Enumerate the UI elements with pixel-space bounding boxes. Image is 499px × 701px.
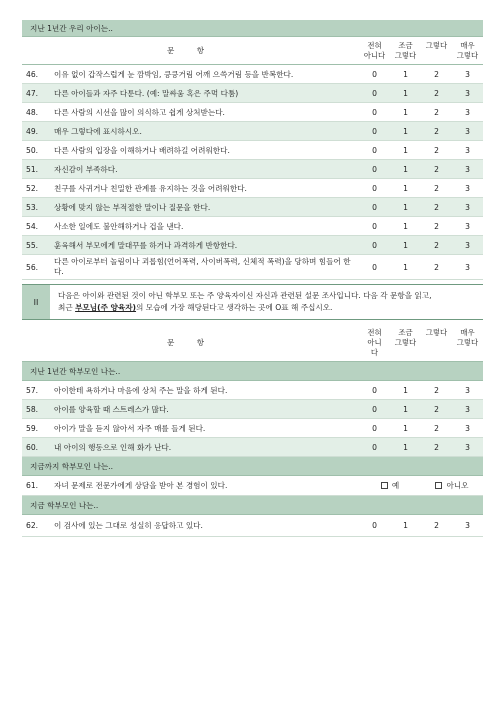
scale-label-line: 그렇다 (456, 337, 479, 347)
score-option-0[interactable]: 0 (372, 107, 377, 117)
score-option-0[interactable]: 0 (372, 404, 377, 414)
score-option-3[interactable]: 3 (465, 88, 470, 98)
question-text: 훈육해서 부모에게 말대꾸를 하거나 과격하게 반항한다. (54, 240, 238, 250)
question-text: 아이가 말을 듣지 않아서 자주 매를 들게 된다. (54, 423, 206, 433)
scale-label-line: 전혀 (367, 327, 382, 337)
question-number: 58. (26, 404, 39, 414)
question-row (22, 438, 483, 457)
question-number: 55. (26, 240, 39, 250)
score-option-2[interactable]: 2 (434, 88, 439, 98)
question-row (22, 255, 483, 280)
question-row-61 (22, 476, 483, 496)
question-number: 48. (26, 107, 39, 117)
score-option-1[interactable]: 1 (403, 126, 408, 136)
question-number: 61. (26, 481, 39, 490)
question-number: 59. (26, 423, 39, 433)
column-title: 문 항 (166, 338, 215, 347)
score-option-2[interactable]: 2 (434, 107, 439, 117)
section-header-2 (22, 362, 483, 381)
score-option-2[interactable]: 2 (434, 385, 439, 395)
question-row (22, 381, 483, 400)
score-option-1[interactable]: 1 (403, 442, 408, 452)
score-option-3[interactable]: 3 (465, 183, 470, 193)
score-option-3[interactable]: 3 (465, 107, 470, 117)
score-option-0[interactable]: 0 (372, 262, 377, 272)
score-option-3[interactable]: 3 (465, 442, 470, 452)
checkbox-icon[interactable] (435, 482, 442, 489)
score-option-2[interactable]: 2 (434, 221, 439, 231)
score-option-3[interactable]: 3 (465, 69, 470, 79)
question-text: 다른 아이들과 자주 다툰다. (예: 말싸움 혹은 주먹 다툼) (54, 88, 239, 98)
question-text: 다른 사람의 시선을 많이 의식하고 쉽게 상처받는다. (54, 107, 225, 117)
score-option-1[interactable]: 1 (403, 262, 408, 272)
score-option-0[interactable]: 0 (372, 145, 377, 155)
score-option-3[interactable]: 3 (465, 385, 470, 395)
question-row (22, 400, 483, 419)
score-option-2[interactable]: 2 (434, 183, 439, 193)
notice-pre: 최근 (58, 303, 76, 312)
score-option-2[interactable]: 2 (434, 404, 439, 414)
question-text: 다른 사람의 입장을 이해하거나 배려하길 어려워한다. (54, 145, 230, 155)
scale-header (359, 328, 483, 358)
column-header-2 (22, 324, 483, 362)
scale-label-line: 아니 (367, 337, 382, 347)
scale-label-2 (421, 41, 452, 61)
score-option-0[interactable]: 0 (372, 202, 377, 212)
question-text: 이유 없이 갑작스럽게 눈 깜박임, 킁킁거림 어깨 으쓱거림 등을 반복한다. (54, 69, 294, 79)
question-number: 57. (26, 385, 39, 395)
checkbox-icon[interactable] (381, 482, 388, 489)
question-row (22, 84, 483, 103)
score-option-2[interactable]: 2 (434, 202, 439, 212)
section-title: 지금 학부모인 나는.. (30, 500, 99, 510)
score-option-0[interactable]: 0 (372, 423, 377, 433)
scale-label-line: 그렇다 (394, 337, 417, 347)
score-option-2[interactable]: 2 (434, 262, 439, 272)
score-option-2[interactable]: 2 (434, 164, 439, 174)
question-list-2 (22, 381, 483, 457)
score-option-1[interactable]: 1 (403, 423, 408, 433)
scale-label-2 (421, 328, 452, 358)
score-option-1[interactable]: 1 (403, 145, 408, 155)
survey-sheet (22, 20, 483, 537)
score-option-1[interactable]: 1 (403, 404, 408, 414)
question-number: 51. (26, 164, 39, 174)
question-text: 아이한테 욕하거나 마음에 상처 주는 말을 하게 된다. (54, 385, 228, 395)
section-title: 지난 1년간 우리 아이는.. (30, 23, 113, 33)
question-text: 자신감이 부족하다. (54, 164, 118, 174)
scale-label-0 (359, 328, 390, 358)
score-option-1[interactable]: 1 (403, 183, 408, 193)
question-row (22, 103, 483, 122)
question-row (22, 217, 483, 236)
question-row (22, 236, 483, 255)
scale-label-line: 매우 (460, 327, 475, 337)
question-row-62 (22, 515, 483, 537)
question-text: 사소한 일에도 불안해하거나 겁을 낸다. (54, 221, 184, 231)
notice-bold: 부모님(주 양육자) (75, 303, 137, 312)
score-option-0[interactable]: 0 (372, 221, 377, 231)
section-header-1 (22, 20, 483, 37)
column-title: 문 항 (166, 46, 215, 55)
question-text: 아이를 양육할 때 스트레스가 많다. (54, 404, 169, 414)
scale-label-line: 조금 (398, 327, 413, 337)
score-option-0[interactable]: 0 (372, 183, 377, 193)
question-number: 46. (26, 69, 39, 79)
scale-label-line: 그렇다 (456, 50, 479, 60)
scale-label-1 (390, 41, 421, 61)
question-number: 54. (26, 221, 39, 231)
score-option-1[interactable]: 1 (403, 385, 408, 395)
question-number: 49. (26, 126, 39, 136)
question-row (22, 160, 483, 179)
score-option-3[interactable]: 3 (465, 126, 470, 136)
scale-label-1 (390, 328, 421, 358)
score-option-3[interactable]: 3 (465, 240, 470, 250)
question-text: 매우 그렇다에 표시하시오. (54, 126, 142, 136)
section-header-4 (22, 496, 483, 515)
score-option-1[interactable]: 1 (403, 221, 408, 231)
score-1[interactable]: 1 (403, 521, 408, 530)
section-title: 지난 1년간 학부모인 나는.. (30, 366, 121, 376)
question-text: 자녀 문제로 전문가에게 상담을 받아 본 경험이 있다. (54, 481, 228, 490)
score-3[interactable]: 3 (465, 521, 470, 530)
score-0[interactable]: 0 (372, 521, 377, 530)
score-option-2[interactable]: 2 (434, 423, 439, 433)
question-number: 62. (26, 521, 39, 530)
scale-label-0 (359, 41, 390, 61)
question-text: 상황에 맞지 않는 부적절한 말이나 질문을 한다. (54, 202, 211, 212)
question-number: 60. (26, 442, 39, 452)
score-option-1[interactable]: 1 (403, 88, 408, 98)
scale-label-3 (452, 328, 483, 358)
notice-post: 의 모습에 가장 해당된다고 생각하는 곳에 O표 해 주십시오. (136, 303, 333, 312)
notice-line-1: 다음은 아이와 관련된 것이 아닌 학부모 또는 주 양육자이신 자신과 관련된 설문 조사입니다. 다음 각 문항을 읽고, (58, 291, 432, 300)
question-text: 이 검사에 있는 그대로 성실히 응답하고 있다. (54, 521, 203, 530)
notice-line-2 (58, 302, 475, 314)
question-number: 53. (26, 202, 39, 212)
score-option-1[interactable]: 1 (403, 164, 408, 174)
question-row (22, 65, 483, 84)
question-list-1 (22, 65, 483, 280)
question-row (22, 179, 483, 198)
section-header-3 (22, 457, 483, 476)
scale-header (359, 41, 483, 61)
section-mark: II (22, 285, 50, 319)
question-row (22, 141, 483, 160)
score-option-1[interactable]: 1 (403, 107, 408, 117)
scale-label-line: 전혀 (367, 40, 382, 50)
score-option-3[interactable]: 3 (465, 164, 470, 174)
answer-no[interactable] (421, 480, 483, 491)
scale-label-line: 그렇다 (425, 327, 448, 337)
score-option-2[interactable]: 2 (434, 240, 439, 250)
score-option-3[interactable]: 3 (465, 423, 470, 433)
score-option-1[interactable]: 1 (403, 202, 408, 212)
score-option-0[interactable]: 0 (372, 126, 377, 136)
question-row (22, 122, 483, 141)
question-row (22, 198, 483, 217)
answer-yes-label: 예 (391, 481, 400, 490)
scale-label-line: 아니다 (363, 50, 386, 60)
score-option-0[interactable]: 0 (372, 240, 377, 250)
score-option-2[interactable]: 2 (434, 126, 439, 136)
score-option-0[interactable]: 0 (372, 69, 377, 79)
column-header-1 (22, 37, 483, 65)
question-row (22, 419, 483, 438)
question-text: 친구를 사귀거나 친밀한 관계를 유지하는 것을 어려워한다. (54, 183, 247, 193)
score-option-0[interactable]: 0 (372, 164, 377, 174)
question-text: 다른 아이로부터 놀림이나 괴롭힘(언어폭력, 사이버폭력, 신체적 폭력)을 당하며 힘들어 한다. (54, 257, 351, 276)
score-option-3[interactable]: 3 (465, 221, 470, 231)
score-option-2[interactable]: 2 (434, 69, 439, 79)
scale-label-line: 매우 (460, 40, 475, 50)
scale-label-line: 그렇다 (425, 40, 448, 50)
score-option-2[interactable]: 2 (434, 145, 439, 155)
answer-no-label: 아니오 (446, 481, 469, 490)
question-number: 52. (26, 183, 39, 193)
question-number: 50. (26, 145, 39, 155)
score-option-1[interactable]: 1 (403, 240, 408, 250)
score-option-0[interactable]: 0 (372, 442, 377, 452)
score-option-0[interactable]: 0 (372, 385, 377, 395)
scale-label-3 (452, 41, 483, 61)
scale-label-line: 그렇다 (394, 50, 417, 60)
scale-label-line: 다 (370, 347, 379, 357)
question-number: 47. (26, 88, 39, 98)
score-2[interactable]: 2 (434, 521, 439, 530)
section-title: 지금까지 학부모인 나는.. (30, 461, 114, 471)
notice-text (50, 285, 483, 319)
question-number: 56. (26, 262, 39, 272)
score-option-3[interactable]: 3 (465, 145, 470, 155)
score-option-3[interactable]: 3 (465, 202, 470, 212)
score-option-2[interactable]: 2 (434, 442, 439, 452)
score-option-1[interactable]: 1 (403, 69, 408, 79)
score-option-3[interactable]: 3 (465, 404, 470, 414)
question-text: 내 아이의 행동으로 인해 화가 난다. (54, 442, 172, 452)
answer-yes[interactable] (359, 480, 421, 491)
score-option-0[interactable]: 0 (372, 88, 377, 98)
section-notice (22, 284, 483, 320)
score-option-3[interactable]: 3 (465, 262, 470, 272)
scale-label-line: 조금 (398, 40, 413, 50)
